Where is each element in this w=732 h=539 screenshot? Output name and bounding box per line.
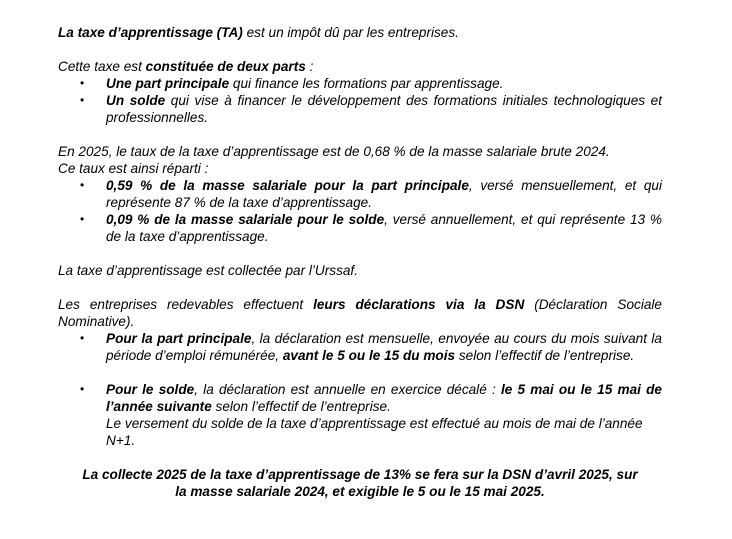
item-bold: Pour le solde bbox=[106, 382, 195, 397]
item-text: qui finance les formations par apprentissage. bbox=[229, 76, 504, 91]
item-text-end: selon l’effectif de l’entreprise. bbox=[211, 399, 391, 414]
item-text-end: selon l’effectif de l’entreprise. bbox=[455, 348, 635, 363]
dsn-paragraph bbox=[58, 296, 662, 330]
list-item bbox=[58, 92, 662, 126]
bullet-icon: • bbox=[80, 212, 85, 226]
declaration-list-2 bbox=[58, 381, 662, 449]
list-item bbox=[58, 211, 662, 245]
rate-paragraph bbox=[58, 143, 662, 177]
item-extra: Le versement du solde de la taxe d’apprentissage est effectué au mois de mai de l’année N+1. bbox=[106, 416, 643, 448]
parts-pre: Cette taxe est bbox=[58, 59, 146, 74]
rate-line-1: En 2025, le taux de la taxe d’apprentissage est de 0,68 % de la masse salariale brute 2024. bbox=[58, 144, 610, 159]
declaration-list bbox=[58, 330, 662, 364]
bullet-icon: • bbox=[80, 93, 85, 107]
bullet-icon: • bbox=[80, 76, 85, 90]
item-text: qui vise à financer le développement des formations initiales technologiques et professionnelles. bbox=[106, 93, 662, 125]
conclusion-paragraph bbox=[58, 466, 662, 500]
list-item bbox=[58, 75, 662, 92]
rate-list bbox=[58, 177, 662, 245]
item-text: , versé mensuellement, et qui représente 87 % de la taxe d’apprentissage. bbox=[106, 178, 662, 210]
intro-paragraph bbox=[58, 24, 662, 41]
item-text: , la déclaration est mensuelle, envoyée au cours du mois suivant la période d’emploi rémunérée, bbox=[106, 331, 662, 363]
dsn-post: (Déclaration Sociale Nominative). bbox=[58, 297, 662, 329]
conclusion-line-2: la masse salariale 2024, et exigible le 5 ou le 15 mai 2025. bbox=[175, 484, 545, 499]
item-bold: 0,59 % de la masse salariale pour la part principale bbox=[106, 178, 469, 193]
item-bold: 0,09 % de la masse salariale pour le solde bbox=[106, 212, 385, 227]
item-bold: Une part principale bbox=[106, 76, 230, 91]
item-bold-deadline: avant le 5 ou le 15 du mois bbox=[282, 348, 456, 363]
item-bold: Un solde bbox=[106, 93, 166, 108]
intro-bold: La taxe d’apprentissage (TA) bbox=[58, 25, 243, 40]
bullet-icon: • bbox=[80, 331, 85, 345]
bullet-icon: • bbox=[80, 178, 85, 192]
bullet-icon: • bbox=[80, 382, 85, 396]
intro-text: est un impôt dû par les entreprises. bbox=[242, 25, 459, 40]
dsn-bold: leurs déclarations via la DSN bbox=[313, 297, 525, 312]
rate-line-2: Ce taux est ainsi réparti : bbox=[58, 161, 209, 176]
dsn-pre: Les entreprises redevables effectuent bbox=[58, 297, 314, 312]
conclusion-line-1: La collecte 2025 de la taxe d’apprentissage de 13% se fera sur la DSN d’avril 2025, sur bbox=[82, 467, 638, 482]
urssaf-paragraph: La taxe d’apprentissage est collectée par l’Urssaf. bbox=[58, 263, 358, 278]
document-body bbox=[58, 24, 662, 500]
item-text: , versé annuellement, et qui représente 13 % de la taxe d’apprentissage. bbox=[106, 212, 662, 244]
list-item bbox=[58, 330, 662, 364]
parts-paragraph bbox=[58, 58, 662, 75]
parts-list bbox=[58, 75, 662, 126]
item-bold: Pour la part principale bbox=[106, 331, 252, 346]
parts-post: : bbox=[305, 59, 314, 74]
list-item bbox=[58, 381, 662, 449]
parts-bold: constituée de deux parts bbox=[145, 59, 306, 74]
item-text: , la déclaration est annuelle en exercice décalé : bbox=[194, 382, 501, 397]
list-item bbox=[58, 177, 662, 211]
item-bold-deadline: le 5 mai ou le 15 mai de l’année suivante bbox=[106, 382, 662, 414]
